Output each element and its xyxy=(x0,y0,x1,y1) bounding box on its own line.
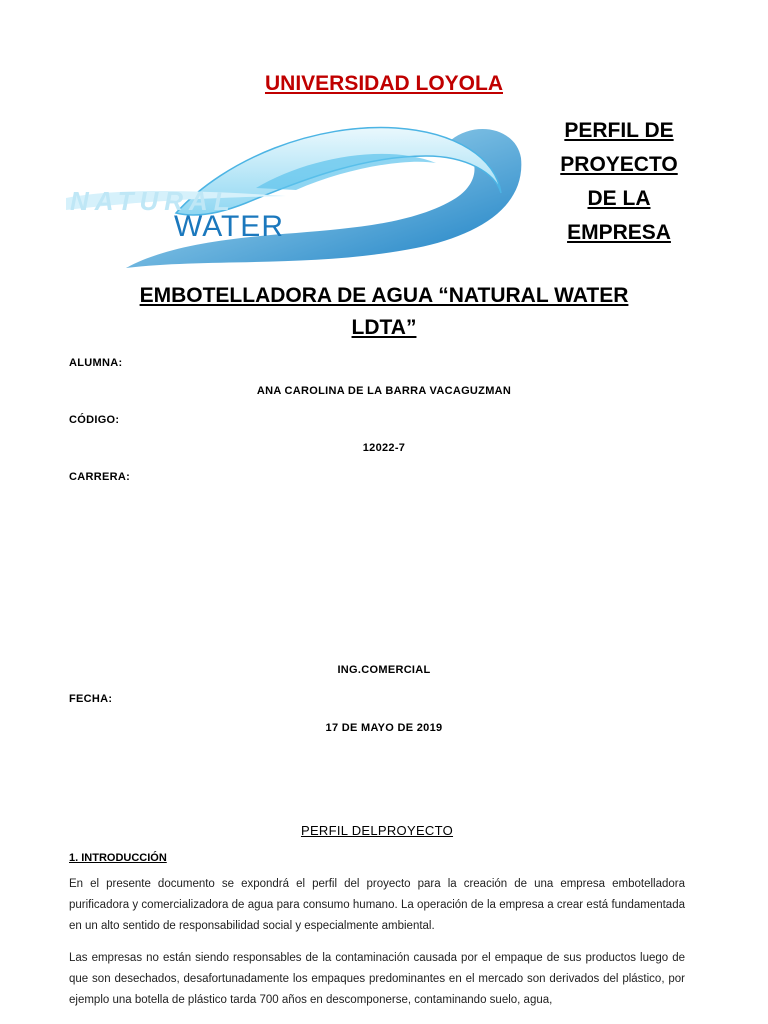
logo-text-water: WATER xyxy=(174,210,284,243)
company-name xyxy=(60,280,708,344)
water-wave-logo-image xyxy=(56,118,536,276)
logo-text-natural: NATURAL xyxy=(70,186,236,216)
university-title: UNIVERSIDAD LOYOLA xyxy=(264,72,503,95)
intro-heading: 1. INTRODUCCIÓN xyxy=(69,852,167,864)
section-title: PERFIL DELPROYECTO xyxy=(300,823,454,838)
natural-water-logo xyxy=(56,118,536,276)
profile-heading-line: EMPRESA xyxy=(567,221,671,244)
code-value: 12022-7 xyxy=(362,442,406,454)
profile-heading-line: DE LA xyxy=(587,187,651,210)
contamination-paragraph: Las empresas no están siendo responsables de la contaminación causada por el empaque de sus productos luego de que son desechados, desafortunadamente los empaques predominantes en el mercado son derivados del plástico, por ejemplo una botella de plástico tarda 700 años en descomponerse, contaminando suelo, agua, xyxy=(69,952,685,1006)
student-label: ALUMNA: xyxy=(69,357,123,369)
profile-heading-line: PERFIL DE xyxy=(564,119,674,142)
profile-heading xyxy=(545,114,693,250)
student-value: ANA CAROLINA DE LA BARRA VACAGUZMAN xyxy=(256,385,512,397)
profile-heading-line: PROYECTO xyxy=(560,153,678,176)
company-name-line2: LDTA” xyxy=(351,316,417,339)
intro-paragraph: En el presente documento se expondrá el perfil del proyecto para la creación de una empresa embotelladora purificadora y comercializadora de agua para consumo humano. La operación de la empresa a crear está fundamentada en un alto sentido de responsabilidad social y especialmente ambiental. xyxy=(69,878,685,932)
career-label: CARRERA: xyxy=(69,471,131,483)
career-value: ING.COMERCIAL xyxy=(337,664,431,676)
company-name-line1: EMBOTELLADORA DE AGUA “NATURAL WATER xyxy=(139,284,629,307)
code-label: CÓDIGO: xyxy=(69,414,120,426)
date-value: 17 DE MAYO DE 2019 xyxy=(325,722,443,734)
date-label: FECHA: xyxy=(69,693,113,705)
